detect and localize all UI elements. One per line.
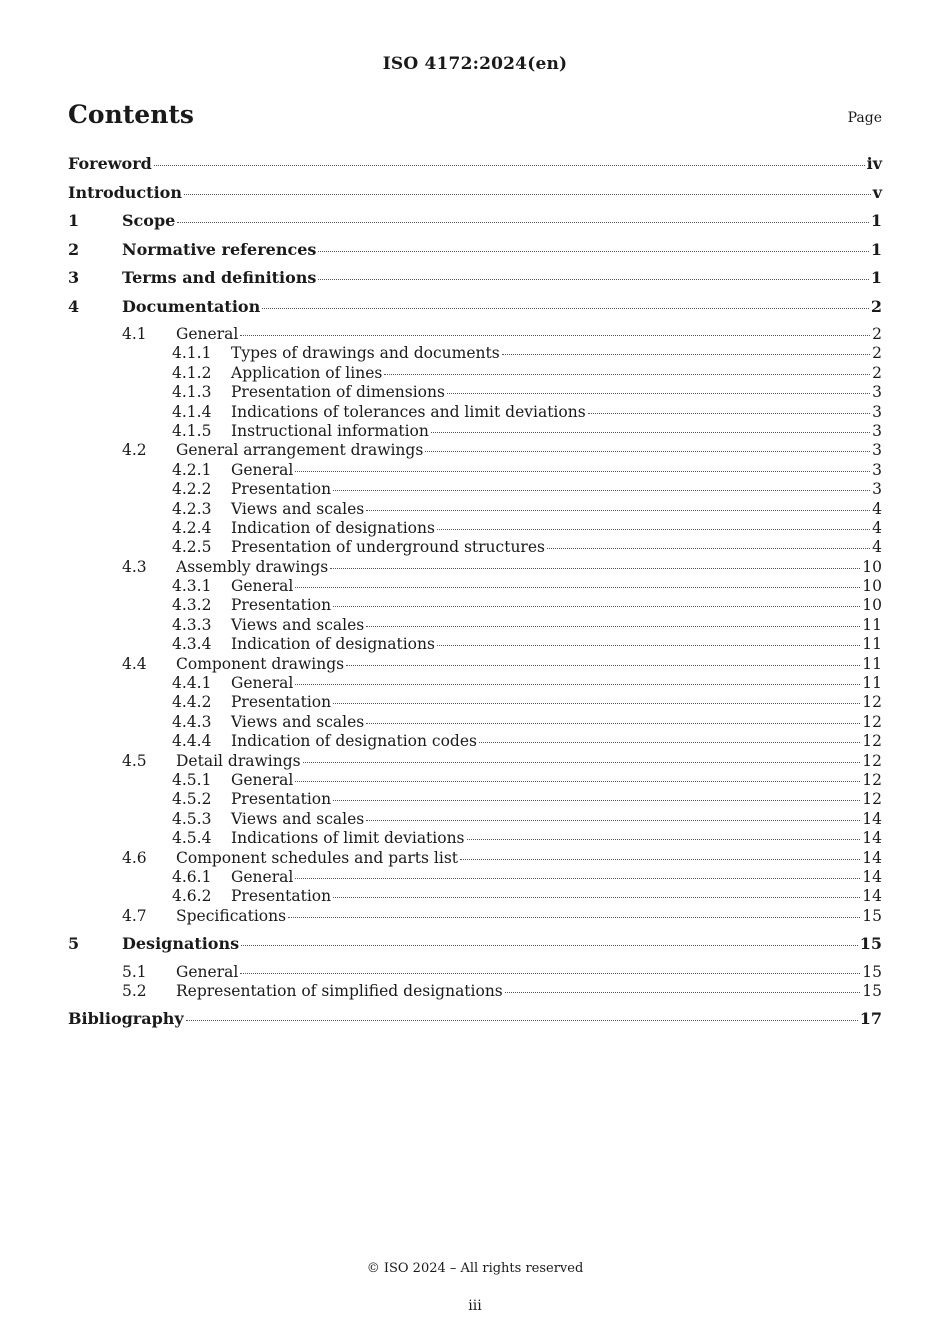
toc-entry-page[interactable]: 2 xyxy=(872,325,882,343)
dot-leader xyxy=(184,193,871,195)
dot-leader xyxy=(588,412,870,414)
toc-entry-page[interactable]: 11 xyxy=(862,654,882,673)
toc-entry-number: 4.5.3 xyxy=(172,809,212,828)
dot-leader xyxy=(241,944,858,946)
toc-entry-title[interactable]: Views and scales xyxy=(231,499,365,518)
toc-entry-number: 4.2 xyxy=(122,441,147,460)
toc-entry-title[interactable]: Application of lines xyxy=(231,363,383,382)
toc-entry-number: 4.5 xyxy=(122,751,147,770)
toc-entry[interactable] xyxy=(68,907,882,926)
toc-entry-title[interactable]: Views and scales xyxy=(231,809,365,828)
toc-entry-number: 4.1.3 xyxy=(172,383,212,402)
toc-entry-title[interactable]: General xyxy=(231,460,294,479)
toc-entry-page[interactable]: 12 xyxy=(862,751,882,770)
toc-entry[interactable] xyxy=(68,422,882,441)
toc-entry[interactable] xyxy=(68,934,882,963)
toc-entry-number: 4.2.5 xyxy=(172,538,212,557)
toc-entry[interactable] xyxy=(68,829,882,848)
toc-entry-number: 4.1.4 xyxy=(172,402,212,421)
toc-entry-page[interactable]: 1 xyxy=(870,239,882,259)
toc-entry[interactable] xyxy=(68,461,882,480)
toc-entry[interactable] xyxy=(68,810,882,829)
toc-entry[interactable] xyxy=(68,500,882,519)
toc-entry-page[interactable]: 11 xyxy=(862,635,882,654)
toc-entry[interactable] xyxy=(68,538,882,557)
toc-entry-title[interactable]: Detail drawings xyxy=(176,751,301,770)
toc-entry-page[interactable]: 2 xyxy=(872,363,882,382)
toc-entry-page[interactable]: 3 xyxy=(872,480,882,499)
toc-entry-title[interactable]: Introduction xyxy=(68,182,182,202)
toc-entry-page[interactable]: 4 xyxy=(872,538,882,557)
toc-entry-title[interactable]: Types of drawings and documents xyxy=(231,344,500,363)
dot-leader xyxy=(425,450,870,452)
toc-entry-title[interactable]: Component drawings xyxy=(176,654,345,673)
toc-entry-title[interactable]: Scope xyxy=(122,211,176,230)
toc-entry-page[interactable]: 11 xyxy=(862,615,882,634)
dot-leader xyxy=(295,780,860,782)
toc-entry-title[interactable]: General xyxy=(231,770,294,789)
dot-leader xyxy=(240,972,860,974)
toc-entry-title[interactable]: General xyxy=(231,577,294,596)
dot-leader xyxy=(262,307,869,309)
dot-leader xyxy=(547,547,870,549)
toc-entry-number: 1 xyxy=(68,211,80,230)
toc-entry-page[interactable]: 10 xyxy=(862,577,882,596)
dot-leader xyxy=(177,221,869,223)
dot-leader xyxy=(154,164,865,166)
toc-entry-page[interactable]: 14 xyxy=(862,867,882,886)
toc-entry-title[interactable]: Presentation xyxy=(231,790,332,809)
dot-leader xyxy=(318,250,868,252)
toc-entry[interactable] xyxy=(68,790,882,809)
dot-leader xyxy=(447,392,870,394)
dot-leader xyxy=(479,741,860,743)
toc-entry-page[interactable]: 4 xyxy=(872,499,882,518)
toc-entry-page[interactable]: 17 xyxy=(859,1009,882,1029)
toc-entry-title[interactable]: Documentation xyxy=(122,296,261,316)
toc-entry-page[interactable]: 14 xyxy=(862,829,882,848)
toc-entry-title[interactable]: Representation of simplified designations xyxy=(176,982,503,1000)
toc-entry-page[interactable]: 1 xyxy=(870,268,882,287)
toc-entry-page[interactable]: 12 xyxy=(862,790,882,809)
toc-entry-page[interactable]: 14 xyxy=(862,887,882,906)
toc-entry[interactable] xyxy=(68,635,882,654)
toc-entry-number: 4.1.2 xyxy=(172,363,212,382)
toc-entry-page[interactable]: 4 xyxy=(872,518,882,537)
toc-entry-number: 4.6.1 xyxy=(172,867,212,886)
dot-leader xyxy=(186,1019,858,1021)
toc-entry-number: 4.6 xyxy=(122,848,147,867)
toc-entry-number: 4.4.2 xyxy=(172,693,212,712)
toc-entry-number: 4.4.1 xyxy=(172,674,212,693)
toc-entry-number: 4.2.4 xyxy=(172,518,212,537)
toc-entry[interactable] xyxy=(68,596,882,615)
toc-entry-page[interactable]: 1 xyxy=(870,211,882,230)
toc-entry-number: 2 xyxy=(68,239,80,259)
toc-entry-page[interactable]: 12 xyxy=(862,712,882,731)
toc-entry[interactable] xyxy=(68,240,882,269)
toc-entry-number: 4.1.5 xyxy=(172,421,212,440)
dot-leader xyxy=(295,877,860,879)
dot-leader xyxy=(460,858,860,860)
toc-entry[interactable] xyxy=(68,616,882,635)
toc-entry-number: 4.2.2 xyxy=(172,480,212,499)
toc-entry-title[interactable]: General xyxy=(176,962,239,981)
toc-entry-title[interactable]: Indication of designations xyxy=(231,635,435,654)
toc-entry-title[interactable]: Views and scales xyxy=(231,712,365,731)
dot-leader xyxy=(346,664,860,666)
toc-entry-number: 4.5.2 xyxy=(172,790,212,809)
dot-leader xyxy=(467,838,861,840)
toc-entry-page[interactable]: 3 xyxy=(872,402,882,421)
toc-entry[interactable] xyxy=(68,771,882,790)
table-of-contents xyxy=(68,154,882,1038)
toc-entry-number: 3 xyxy=(68,268,80,287)
toc-entry-page[interactable]: v xyxy=(872,182,882,202)
toc-entry-number: 4.1 xyxy=(122,325,147,343)
toc-entry-number: 4.4 xyxy=(122,654,147,673)
toc-entry[interactable] xyxy=(68,887,882,906)
toc-entry-title[interactable]: Indication of designation codes xyxy=(231,732,477,751)
toc-entry-number: 5.1 xyxy=(122,962,147,981)
page-number: iii xyxy=(468,1298,482,1314)
toc-entry[interactable] xyxy=(68,693,882,712)
dot-leader xyxy=(437,644,860,646)
toc-entry-title[interactable]: Presentation xyxy=(231,480,332,499)
toc-entry-number: 4.6.2 xyxy=(172,887,212,906)
dot-leader xyxy=(303,761,861,763)
toc-entry-title[interactable]: Presentation xyxy=(231,596,332,615)
toc-entry-title[interactable]: Instructional information xyxy=(231,421,429,440)
toc-entry-title[interactable]: Views and scales xyxy=(231,615,365,634)
toc-entry-page[interactable]: 2 xyxy=(870,296,882,316)
toc-entry-page[interactable]: 3 xyxy=(872,421,882,440)
toc-entry-page[interactable]: 10 xyxy=(862,557,882,576)
toc-entry-title[interactable]: Presentation of dimensions xyxy=(231,383,445,402)
toc-entry[interactable] xyxy=(68,441,882,460)
toc-entry-page[interactable]: 3 xyxy=(872,460,882,479)
toc-entry[interactable] xyxy=(68,963,882,982)
toc-entry-title[interactable]: General xyxy=(231,867,294,886)
toc-entry-title[interactable]: Presentation xyxy=(231,693,332,712)
toc-entry[interactable] xyxy=(68,558,882,577)
toc-entry-number: 4.5.1 xyxy=(172,770,212,789)
dot-leader xyxy=(366,722,860,724)
toc-entry-number: 4.1.1 xyxy=(172,344,212,363)
contents-title: Contents xyxy=(68,100,195,129)
toc-entry[interactable] xyxy=(68,982,882,1001)
toc-entry-title[interactable]: Indications of limit deviations xyxy=(231,829,465,848)
dot-leader xyxy=(384,373,870,375)
toc-entry[interactable] xyxy=(68,154,882,183)
dot-leader xyxy=(366,509,870,511)
toc-entry-title[interactable]: General arrangement drawings xyxy=(176,441,424,460)
toc-entry[interactable] xyxy=(68,519,882,538)
dot-leader xyxy=(333,489,870,491)
dot-leader xyxy=(437,528,870,530)
toc-entry[interactable] xyxy=(68,868,882,887)
dot-leader xyxy=(333,605,860,607)
toc-entry-title[interactable]: General xyxy=(231,674,294,693)
dot-leader xyxy=(318,278,868,280)
toc-entry-title[interactable]: Normative references xyxy=(122,239,317,259)
toc-entry-number: 4.2.1 xyxy=(172,460,212,479)
toc-entry-page[interactable]: 3 xyxy=(872,441,882,460)
toc-entry-page[interactable]: 15 xyxy=(859,934,882,954)
toc-entry-number: 4.4.4 xyxy=(172,732,212,751)
dot-leader xyxy=(333,896,860,898)
toc-entry-number: 4.5.4 xyxy=(172,829,212,848)
toc-entry-number: 4.2.3 xyxy=(172,499,212,518)
toc-entry[interactable] xyxy=(68,403,882,422)
dot-leader xyxy=(333,702,860,704)
copyright-notice: © ISO 2024 – All rights reserved xyxy=(366,1261,584,1276)
toc-entry[interactable] xyxy=(68,732,882,751)
toc-entry-number: 4.3.1 xyxy=(172,577,212,596)
toc-entry-number: 4.7 xyxy=(122,906,147,925)
toc-entry-page[interactable]: 15 xyxy=(862,982,882,1000)
toc-entry-page[interactable]: 12 xyxy=(862,770,882,789)
toc-entry-number: 4.3.2 xyxy=(172,596,212,615)
toc-entry-page[interactable]: 15 xyxy=(862,906,882,925)
toc-entry-page[interactable]: 15 xyxy=(862,962,882,981)
dot-leader xyxy=(288,916,860,918)
toc-entry-title[interactable]: Foreword xyxy=(68,154,152,173)
dot-leader xyxy=(505,991,861,993)
page-column-label: Page xyxy=(847,110,882,126)
toc-entry-number: 5 xyxy=(68,934,80,954)
toc-entry-title[interactable]: Indications of tolerances and limit deviations xyxy=(231,402,586,421)
toc-entry-title[interactable]: Indication of designations xyxy=(231,518,435,537)
toc-entry[interactable] xyxy=(68,344,882,363)
toc-entry[interactable] xyxy=(68,1009,882,1038)
dot-leader xyxy=(330,567,860,569)
toc-entry[interactable] xyxy=(68,268,882,297)
toc-entry[interactable] xyxy=(68,713,882,732)
toc-entry-page[interactable]: 12 xyxy=(862,732,882,751)
toc-entry-title[interactable]: Presentation of underground structures xyxy=(231,538,545,557)
toc-entry-number: 5.2 xyxy=(122,982,147,1000)
toc-entry[interactable] xyxy=(68,325,882,344)
toc-entry[interactable] xyxy=(68,211,882,240)
toc-entry[interactable] xyxy=(68,183,882,212)
toc-entry[interactable] xyxy=(68,364,882,383)
document-id-header: ISO 4172:2024(en) xyxy=(382,54,568,74)
toc-entry-page[interactable]: 14 xyxy=(862,809,882,828)
toc-entry[interactable] xyxy=(68,674,882,693)
toc-entry-title[interactable]: Designations xyxy=(122,934,240,954)
dot-leader xyxy=(366,819,860,821)
toc-entry-number: 4.4.3 xyxy=(172,712,212,731)
dot-leader xyxy=(295,470,870,472)
toc-entry-page[interactable]: iv xyxy=(866,154,882,173)
toc-entry-number: 4 xyxy=(68,296,80,316)
toc-entry-title[interactable]: Component schedules and parts list xyxy=(176,848,458,867)
toc-entry-number: 4.3 xyxy=(122,557,147,576)
toc-entry-page[interactable]: 14 xyxy=(862,848,882,867)
toc-entry-title[interactable]: Specifications xyxy=(176,906,287,925)
toc-entry-page[interactable]: 12 xyxy=(862,693,882,712)
toc-entry[interactable] xyxy=(68,849,882,868)
dot-leader xyxy=(431,431,870,433)
dot-leader xyxy=(240,334,870,336)
toc-entry-title[interactable]: Bibliography xyxy=(68,1009,184,1029)
dot-leader xyxy=(295,683,860,685)
toc-entry-page[interactable]: 10 xyxy=(862,596,882,615)
toc-entry-title[interactable]: Terms and definitions xyxy=(122,268,317,287)
toc-entry[interactable] xyxy=(68,480,882,499)
toc-entry-title[interactable]: General xyxy=(176,325,239,343)
toc-entry[interactable] xyxy=(68,297,882,326)
toc-entry[interactable] xyxy=(68,655,882,674)
dot-leader xyxy=(333,799,860,801)
toc-entry-page[interactable]: 2 xyxy=(872,344,882,363)
toc-entry[interactable] xyxy=(68,383,882,402)
toc-entry-number: 4.3.3 xyxy=(172,615,212,634)
toc-entry[interactable] xyxy=(68,577,882,596)
dot-leader xyxy=(295,586,860,588)
toc-entry-number: 4.3.4 xyxy=(172,635,212,654)
dot-leader xyxy=(366,625,860,627)
toc-entry[interactable] xyxy=(68,752,882,771)
toc-entry-page[interactable]: 3 xyxy=(872,383,882,402)
toc-entry-title[interactable]: Assembly drawings xyxy=(176,557,329,576)
toc-entry-title[interactable]: Presentation xyxy=(231,887,332,906)
toc-entry-page[interactable]: 11 xyxy=(862,674,882,693)
dot-leader xyxy=(502,353,870,355)
